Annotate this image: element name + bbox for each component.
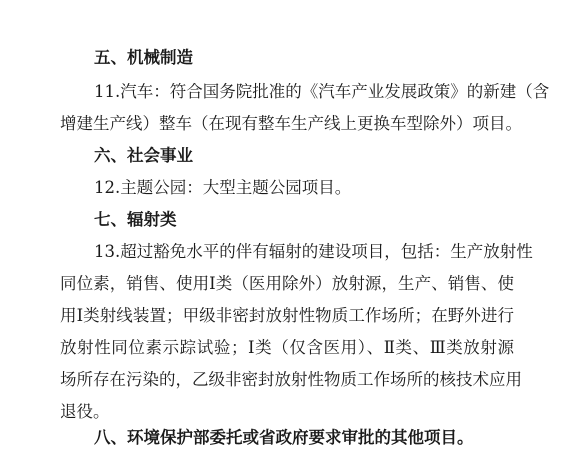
paragraph-line: 11.汽车：符合国务院批准的《汽车产业发展政策》的新建（含 [94, 82, 550, 101]
paragraph-line: 放射性同位素示踪试验；Ⅰ类（仅含医用）、Ⅱ类、Ⅲ类放射源 [60, 338, 514, 357]
paragraph-line: 同位素，销售、使用Ⅰ类（医用除外）放射源，生产、销售、使 [60, 274, 514, 293]
paragraph-line: 用Ⅰ类射线装置；甲级非密封放射性物质工作场所；在野外进行 [60, 306, 514, 325]
paragraph-line: 12.主题公园：大型主题公园项目。 [94, 178, 352, 197]
section-heading-radiation: 七、辐射类 [94, 210, 177, 229]
paragraph-line: 13.超过豁免水平的伴有辐射的建设项目，包括：生产放射性 [94, 242, 533, 261]
section-heading-social: 六、社会事业 [94, 146, 193, 165]
paragraph-line: 增建生产线）整车（在现有整车生产线上更换车型除外）项目。 [60, 114, 522, 133]
section-heading-machinery: 五、机械制造 [94, 48, 193, 67]
paragraph-line: 场所存在污染的，乙级非密封放射性物质工作场所的核技术应用 [60, 370, 522, 389]
section-heading-other: 八、环境保护部委托或省政府要求审批的其他项目。 [94, 428, 474, 447]
paragraph-line: 退役。 [60, 402, 110, 421]
